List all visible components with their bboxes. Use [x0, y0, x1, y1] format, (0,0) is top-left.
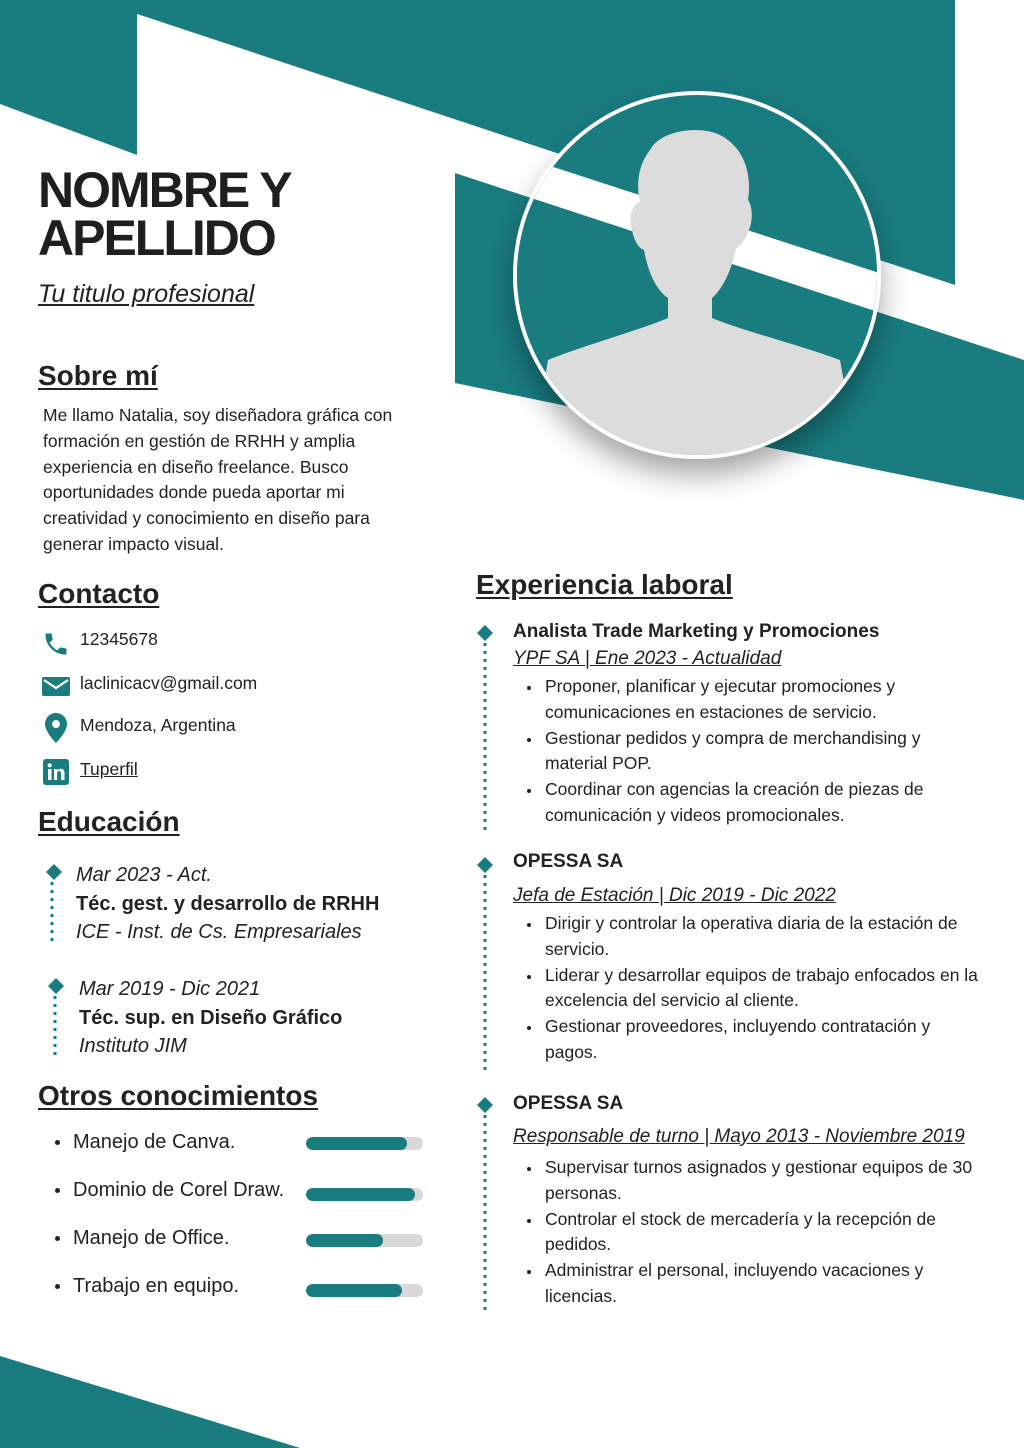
diamond-marker-icon [477, 625, 493, 641]
job-bullet: Coordinar con agencias la creación de piezas de comunicación y videos promocionales. [513, 777, 983, 829]
job-role-dates: Responsable de turno | Mayo 2013 - Noviembre 2019 [513, 1126, 965, 1147]
contact-location [40, 712, 236, 744]
teal-shape-top-left [0, 0, 137, 155]
job-bullet: Dirigir y controlar la operativa diaria de la estación de servicio. [513, 911, 983, 963]
education-school: ICE - Inst. de Cs. Empresariales [76, 921, 362, 943]
job-bullet: Proponer, planificar y ejecutar promociones y comunicaciones en estaciones de servicio. [513, 674, 983, 726]
job-title: Analista Trade Marketing y Promociones [513, 621, 880, 642]
email-address[interactable]: laclinicacv@gmail.com [80, 672, 258, 693]
job-title: OPESSA SA [513, 1093, 624, 1114]
job-entry [513, 621, 983, 829]
education-dates: Mar 2023 - Act. [76, 864, 212, 886]
job-role-dates: Jefa de Estación | Dic 2019 - Dic 2022 [513, 885, 836, 906]
experience-heading: Experiencia laboral [476, 569, 733, 600]
job-bullet: Supervisar turnos asignados y gestionar equipos de 30 personas. [513, 1155, 983, 1207]
about-text: Me llamo Natalia, soy diseñadora gráfica con formación en gestión de RRHH y amplia experiencia en diseño freelance. Busco oportunidades donde pueda aportar mi creatividad y conocimiento en diseño para generar impacto visual. [43, 405, 393, 554]
experience-timeline-3 [476, 1097, 496, 1312]
education-degree: Téc. sup. en Diseño Gráfico [79, 1006, 343, 1029]
skill-label: Dominio de Corel Draw. [73, 1179, 285, 1201]
skill-label: Manejo de Office. [73, 1227, 230, 1249]
skill-level-bar [306, 1284, 423, 1297]
skill-label: Manejo de Canva. [73, 1131, 236, 1153]
diamond-marker-icon [477, 1097, 493, 1113]
skill-item [55, 1275, 239, 1298]
skill-level-bar [306, 1137, 423, 1150]
job-bullet: Controlar el stock de mercadería y la recepción de pedidos. [513, 1207, 983, 1259]
skill-item [55, 1179, 284, 1202]
job-bullets [513, 1155, 983, 1310]
about-heading: Sobre mí [38, 360, 158, 391]
name-line-1: NOMBRE Y [38, 162, 291, 218]
job-bullet: Gestionar pedidos y compra de merchandising y material POP. [513, 726, 983, 778]
education-timeline-2 [46, 978, 66, 1060]
job-company-dates: YPF SA | Ene 2023 - Actualidad [513, 648, 782, 669]
skill-item [55, 1131, 235, 1154]
job-bullet: Gestionar proveedores, incluyendo contratación y pagos. [513, 1014, 983, 1066]
skills-heading: Otros conocimientos [38, 1080, 319, 1111]
full-name [38, 162, 438, 266]
job-bullet: Administrar el personal, incluyendo vacaciones y licencias. [513, 1258, 983, 1310]
education-item [76, 861, 379, 947]
job-bullet: Liderar y desarrollar equipos de trabajo enfocados en la excelencia del servicio al cliente. [513, 963, 983, 1015]
phone-number: 12345678 [80, 628, 158, 649]
job-entry [513, 851, 983, 1066]
experience-timeline-1 [476, 625, 496, 835]
email-icon [40, 670, 72, 702]
linkedin-link[interactable]: Tuperfil [80, 758, 138, 779]
contact-heading: Contacto [38, 578, 160, 609]
diamond-marker-icon [46, 864, 62, 880]
skill-item [55, 1227, 229, 1250]
name-line-2: APELLIDO [38, 210, 275, 266]
contact-email [40, 670, 257, 702]
location-text: Mendoza, Argentina [80, 714, 236, 735]
education-item [79, 975, 342, 1061]
education-degree: Téc. gest. y desarrollo de RRHH [76, 892, 380, 915]
skill-label: Trabajo en equipo. [73, 1275, 240, 1297]
education-school: Instituto JIM [79, 1035, 187, 1057]
teal-shape-bottom-left [0, 1356, 300, 1448]
skill-level-bar [306, 1188, 423, 1201]
job-bullets [513, 674, 983, 829]
phone-icon [40, 628, 72, 660]
diamond-marker-icon [477, 857, 493, 873]
location-icon [40, 712, 72, 744]
job-title: OPESSA SA [513, 851, 624, 872]
education-heading: Educación [38, 806, 180, 837]
contact-linkedin [40, 756, 138, 788]
education-dates: Mar 2019 - Dic 2021 [79, 978, 261, 1000]
diamond-marker-icon [48, 978, 64, 994]
job-bullets [513, 911, 983, 1066]
job-entry [513, 1093, 993, 1310]
contact-phone [40, 628, 158, 660]
skill-level-bar [306, 1234, 423, 1247]
experience-timeline-2 [476, 857, 496, 1077]
professional-title: Tu titulo profesional [38, 280, 255, 308]
education-timeline-1 [44, 864, 64, 946]
linkedin-icon [40, 756, 72, 788]
